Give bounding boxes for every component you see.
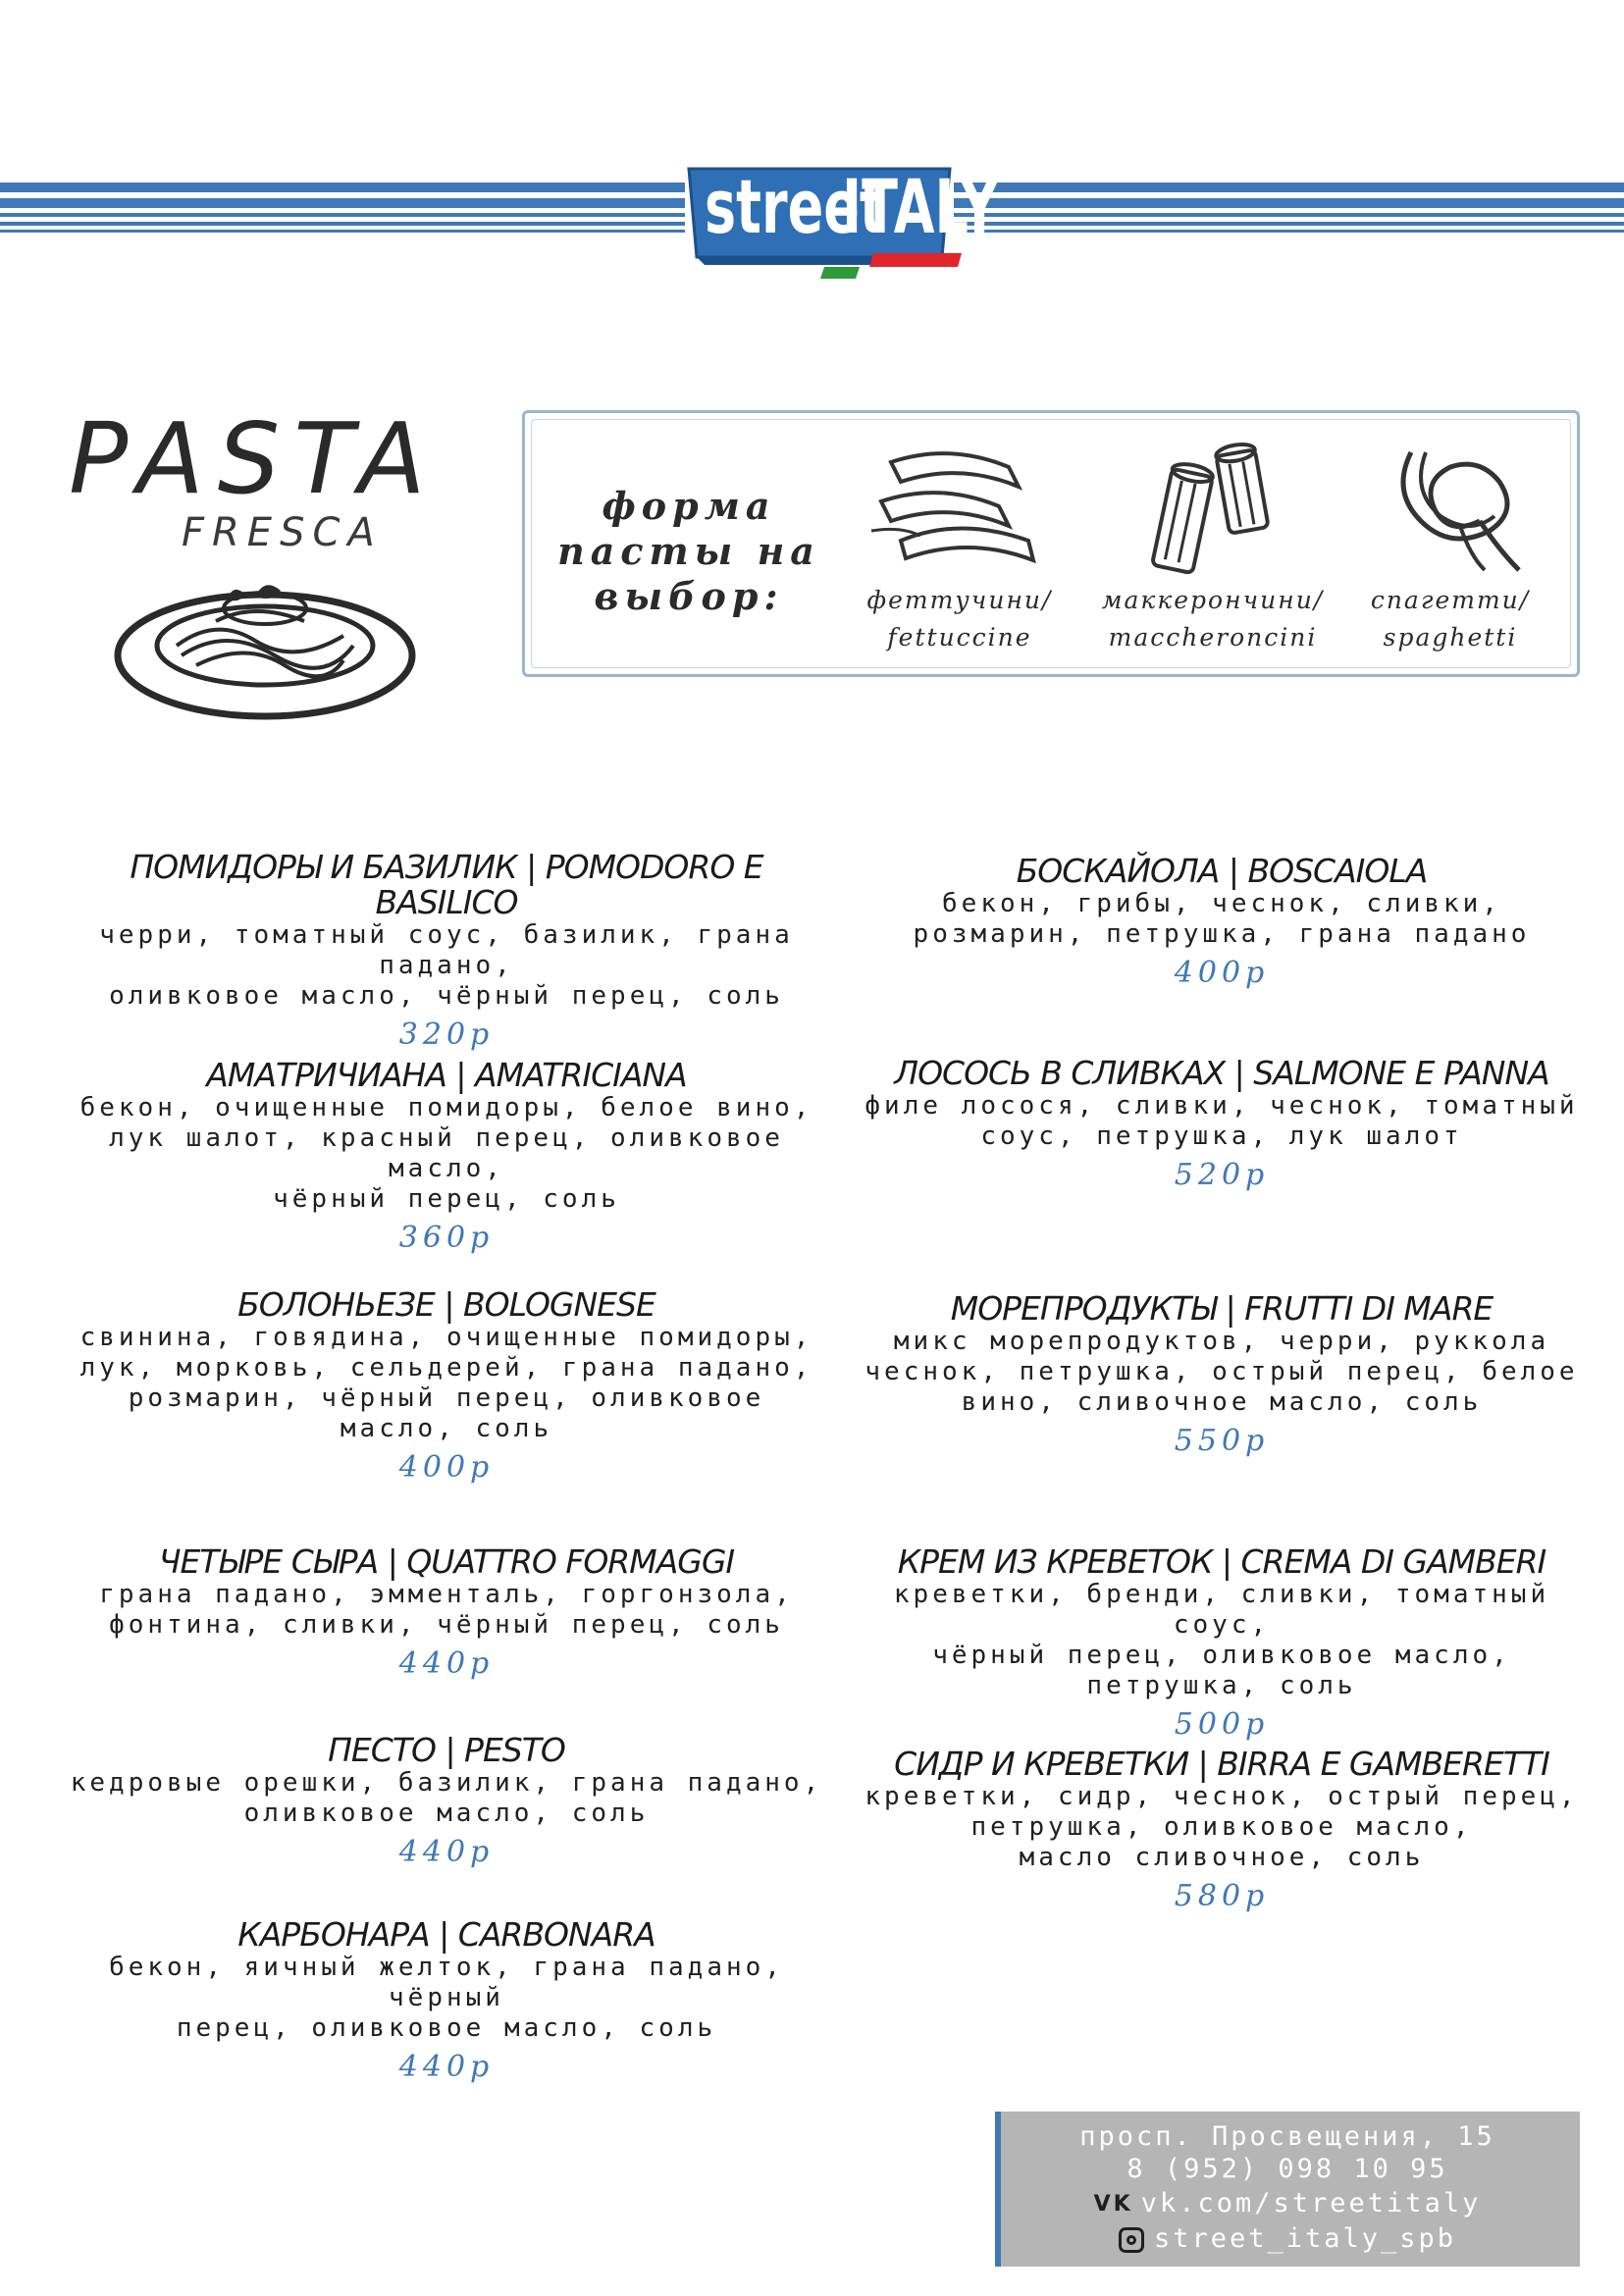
menu-item-frutti-di-mare — [839, 1291, 1604, 1459]
item-name: СИДР И КРЕВЕТКИ | BIRRA E GAMBERETTI — [894, 1745, 1549, 1783]
item-name: БОСКАЙОЛА | BOSCAIOLA — [1016, 852, 1428, 890]
item-desc-line: лук, морковь, сельдерей, грана падано, — [79, 1353, 813, 1383]
item-price: 580р — [1174, 1879, 1270, 1913]
item-price: 440р — [398, 1646, 495, 1681]
item-desc-line: кедровые орешки, базилик, грана падано, — [70, 1768, 823, 1798]
item-price: 440р — [398, 2050, 495, 2084]
item-desc-line: масло сливочное, соль — [1019, 1843, 1425, 1872]
item-name: ПОМИДОРЫ И БАЗИЛИК | POMODORO E BASILICO — [130, 848, 763, 921]
contact-accent-bar — [995, 2112, 1001, 2267]
contact-block — [995, 2112, 1580, 2267]
item-desc-line: петрушка, соль — [1086, 1671, 1357, 1700]
pasta-shape-panel — [522, 410, 1580, 677]
item-desc-line: соус, петрушка, лук шалот — [980, 1122, 1463, 1151]
fettuccine-icon — [862, 433, 1058, 580]
item-desc-line: петрушка, оливковое масло, — [970, 1812, 1473, 1842]
shape-spaghetti — [1328, 433, 1573, 654]
item-desc-line: масло, соль — [340, 1414, 553, 1443]
contact-instagram-handle[interactable]: street_italy_spb — [1153, 2223, 1457, 2254]
shape-fettuccine — [837, 433, 1082, 654]
section-header — [69, 401, 481, 724]
item-price: 520р — [1174, 1158, 1270, 1192]
menu-item-amatriciana — [64, 1058, 829, 1256]
shape-name-ru: спагетти/ — [1370, 586, 1531, 614]
menu-item-boscaiola — [839, 854, 1604, 991]
contact-vk[interactable] — [995, 2188, 1580, 2218]
item-name: КАРБОНАРА | CARBONARA — [237, 1915, 655, 1954]
item-name: АМАТРИЧИАНА | AMATRICIANA — [206, 1056, 687, 1094]
item-desc-line: розмарин, петрушка, грана падано — [913, 919, 1531, 949]
shape-maccheroncini — [1090, 433, 1336, 654]
shape-name-it: maccheroncini — [1108, 623, 1318, 652]
menu-item-bolognese — [64, 1287, 829, 1486]
item-desc-line: бекон, яичный желток, грана падано, чёрный — [109, 1953, 784, 2012]
section-title: PASTA — [69, 401, 440, 516]
item-price: 550р — [1174, 1424, 1270, 1458]
maccheroncini-icon — [1115, 433, 1311, 580]
item-desc-line: чёрный перец, оливковое масло, — [932, 1641, 1511, 1670]
item-desc-line: бекон, очищенные помидоры, белое вино, — [79, 1093, 813, 1122]
item-desc-line: фонтина, сливки, чёрный перец, соль — [109, 1610, 784, 1640]
item-price: 360р — [398, 1221, 495, 1255]
item-name: БОЛОНЬЕЗЕ | BOLOGNESE — [237, 1285, 655, 1324]
item-price: 320р — [398, 1018, 495, 1052]
shape-name-it: spaghetti — [1383, 623, 1518, 652]
item-price: 500р — [1174, 1707, 1270, 1742]
instagram-icon — [1119, 2227, 1144, 2253]
spaghetti-icon — [1352, 433, 1548, 580]
item-desc-line: оливковое масло, чёрный перец, соль — [109, 981, 784, 1011]
menu-item-carbonara — [64, 1917, 829, 2085]
contact-vk-link[interactable]: vk.com/streetitaly — [1140, 2188, 1482, 2218]
menu-item-crema-di-gamberi — [839, 1544, 1604, 1743]
item-desc-line: свинина, говядина, очищенные помидоры, — [79, 1323, 813, 1352]
brand-logo — [677, 147, 999, 294]
item-desc-line: микс морепродуктов, черри, руккола — [893, 1327, 1550, 1356]
item-desc-line: вино, сливочное масло, соль — [961, 1387, 1483, 1417]
item-desc-line: филе лосося, сливки, чеснок, томатный — [864, 1091, 1579, 1121]
item-name: ПЕСТО | PESTO — [328, 1731, 565, 1769]
shape-name-ru: маккерончини/ — [1101, 586, 1325, 614]
item-desc-line: грана падано, эмменталь, горгонзола, — [99, 1580, 794, 1609]
contact-address: просп. Просвещения, 15 — [1079, 2121, 1495, 2152]
item-desc-line: черри, томатный соус, базилик, грана падано, — [99, 920, 794, 980]
item-price: 400р — [1174, 956, 1270, 990]
menu-item-birra-e-gamberetti — [839, 1747, 1604, 1914]
item-name: ЛОСОСЬ В СЛИВКАХ | SALMONE E PANNA — [894, 1054, 1549, 1092]
item-desc-line: чёрный перец, соль — [273, 1184, 620, 1214]
section-subtitle: FRESCA — [182, 510, 383, 555]
item-desc-line: чеснок, петрушка, острый перец, белое — [864, 1357, 1579, 1386]
item-desc-line: креветки, бренди, сливки, томатный соус, — [893, 1580, 1550, 1640]
item-name: МОРЕПРОДУКТЫ | FRUTTI DI MARE — [950, 1289, 1493, 1328]
shape-name-ru: феттучини/ — [866, 586, 1053, 614]
item-desc-line: перец, оливковое масло, соль — [176, 2013, 717, 2043]
contact-instagram[interactable] — [995, 2223, 1580, 2254]
vk-icon: VK — [1093, 2192, 1133, 2217]
item-desc-line: креветки, сидр, чеснок, острый перец, — [864, 1782, 1579, 1811]
item-desc-line: лук шалот, красный перец, оливковое масло, — [109, 1123, 784, 1183]
item-price: 400р — [398, 1450, 495, 1485]
item-name: КРЕМ ИЗ КРЕВЕТОК | CREMA DI GAMBERI — [897, 1542, 1546, 1581]
item-name: ЧЕТЫРЕ СЫРА | QUATTRO FORMAGGI — [158, 1542, 735, 1581]
pasta-shape-label: форма пасты на выбор: — [557, 484, 820, 618]
logo-text-street: street — [705, 164, 885, 251]
shape-name-it: fettuccine — [887, 623, 1032, 652]
logo-text-italy: ITALY — [842, 164, 999, 251]
contact-phone[interactable]: 8 (952) 098 10 95 — [1126, 2154, 1448, 2184]
item-desc-line: розмарин, чёрный перец, оливковое — [128, 1383, 765, 1413]
item-desc-line: оливковое масло, соль — [243, 1799, 650, 1828]
menu-item-quattro-formaggi — [64, 1544, 829, 1682]
menu-item-salmone — [839, 1056, 1604, 1193]
item-price: 440р — [398, 1835, 495, 1869]
item-desc-line: бекон, грибы, чеснок, сливки, — [942, 889, 1501, 918]
menu-item-pesto — [64, 1733, 829, 1870]
pasta-plate-icon — [108, 548, 422, 724]
menu-item-pomodoro — [64, 850, 829, 1053]
